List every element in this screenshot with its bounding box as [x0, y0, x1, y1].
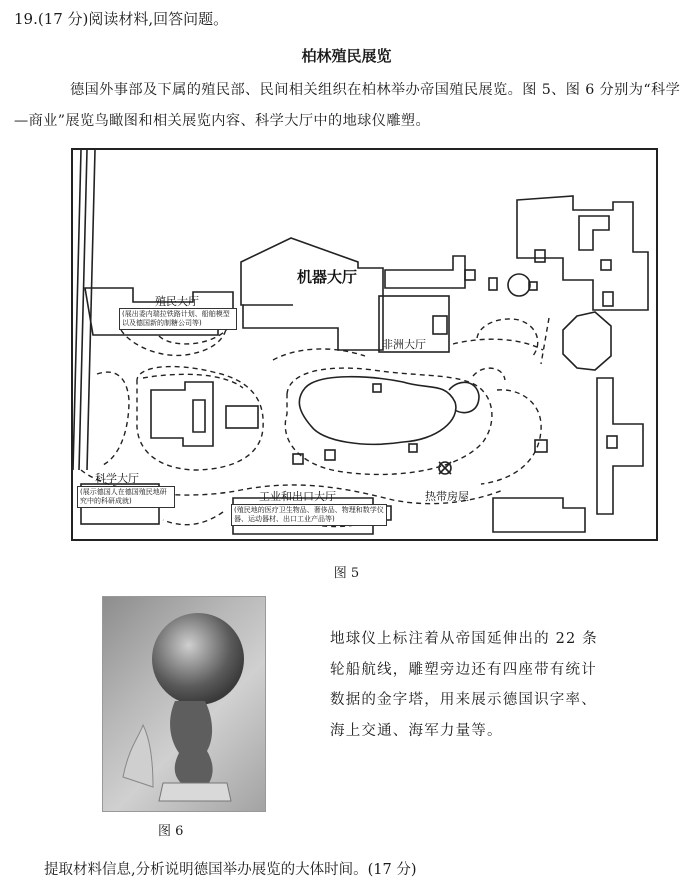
- tropical-house-label: 热带房屋: [425, 490, 469, 503]
- globe-statue-photo: [102, 596, 266, 812]
- statue-illustration: [103, 597, 265, 811]
- question-ask: 提取材料信息,分析说明德国举办展览的大体时间。(17 分): [44, 862, 417, 878]
- exhibition-map: [71, 148, 658, 541]
- map-drawing: [73, 150, 656, 539]
- figure5-caption: 图 5: [333, 566, 360, 581]
- figure6-description: 地球仪上标注着从帝国延伸出的 22 条轮船航线，雕塑旁边还有四座带有统计数据的金字塔，用来展示德国识字率、海上交通、海军力量等。: [330, 631, 598, 739]
- industry-hall-note: (殖民地的医疗卫生物品、奢侈品、物理和数学仪器、运动器材、出口工业产品等): [231, 504, 387, 526]
- material-paragraph: 德国外事部及下属的殖民部、民间相关组织在柏林举办帝国殖民展览。图 5、图 6 分别为“科学—商业”展览鸟瞰图和相关展览内容、科学大厅中的地球仪雕塑。: [14, 82, 681, 129]
- globe-icon: [152, 613, 244, 705]
- science-hall-label: 科学大厅: [95, 472, 139, 485]
- machine-hall-label: 机器大厅: [297, 268, 358, 286]
- science-hall-note: (展示德国人在德国殖民地研究中的科研成就): [77, 486, 175, 508]
- question-header: 19.(17 分)阅读材料,回答问题。: [14, 10, 229, 28]
- figure6-caption: 图 6: [158, 824, 184, 839]
- africa-hall-label: 非洲大厅: [382, 338, 426, 351]
- colonial-hall-note: (展出委内瑞拉铁路计划、船舶模型以及德国新的制糖公司等): [119, 308, 237, 330]
- industry-hall-label: 工业和出口大厅: [259, 490, 336, 503]
- colonial-hall-label: 殖民大厅: [155, 295, 199, 308]
- material-title: 柏林殖民展览: [301, 47, 392, 65]
